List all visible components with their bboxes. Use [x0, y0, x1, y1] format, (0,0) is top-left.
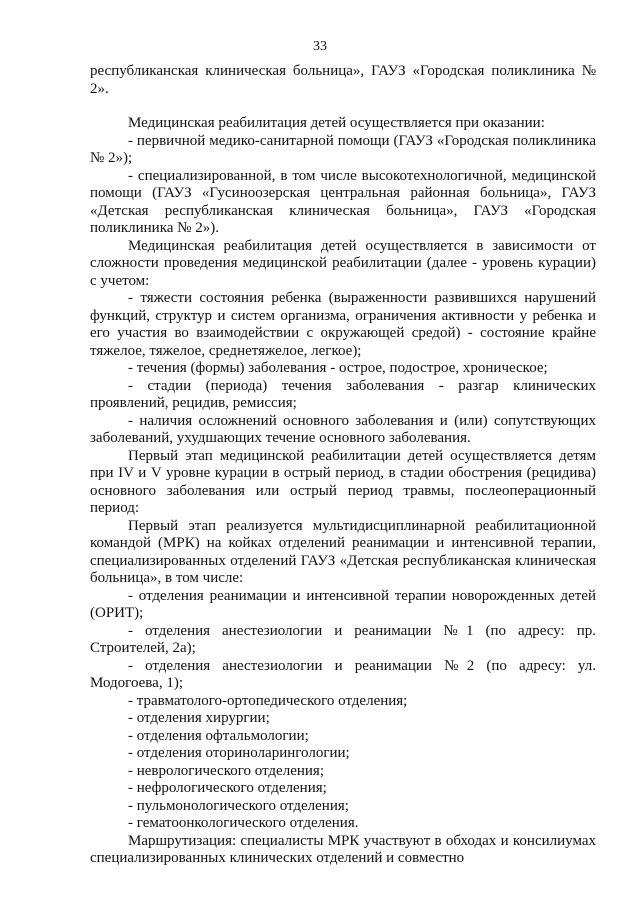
list-item: - отделения оториноларингологии; [128, 745, 350, 761]
paragraph: Маршрутизация: специалисты МРК участвуют в обходах и консилиумах специализированных клинических отделений и совместно [90, 832, 596, 866]
list-item: - нефрологического отделения; [128, 780, 327, 796]
list-item: - пульмонологического отделения; [128, 797, 349, 814]
paragraph: Медицинская реабилитация детей осуществляется в зависимости от сложности проведения медицинской реабилитации (далее - уровень курации) с учетом: [90, 237, 596, 289]
list-item: - тяжести состояния ребенка (выраженности развившихся нарушений функций, структур и систем организма, ограничения активности у ребенка и его участия во взаимодействии с окружающей средой) - состояние крайне тяжелое, тяжелое, среднетяжелое, легкое); [90, 290, 596, 359]
list-item: - наличия осложнений основного заболевания и (или) сопутствующих заболеваний, ухудшающих течение основного заболевания. [90, 412, 596, 446]
list-item: - отделения хирургии; [128, 710, 270, 726]
body-text [90, 63, 596, 868]
list-item: - неврологического отделения; [128, 762, 324, 779]
list-item: - гематоонкологического отделения. [128, 815, 359, 831]
list-item: - первичной медико-санитарной помощи (ГАУЗ «Городская поликлиника № 2»); [90, 132, 596, 166]
list-item: - течения (формы) заболевания - острое, подострое, хроническое; [128, 360, 548, 376]
paragraph: Первый этап медицинской реабилитации детей осуществляется детям при IV и V уровне курации в острый период, в стадии обострения (рецидива) основного заболевания или острый период травмы, послеоперационный период: [90, 447, 596, 516]
page-number: 33 [313, 39, 327, 54]
list-item: - отделения офтальмологии; [128, 727, 309, 744]
paragraph: республиканская клиническая больница», ГАУЗ «Городская поликлиника № 2». [90, 63, 596, 97]
list-item: - специализированной, в том числе высокотехнологичной, медицинской помощи (ГАУЗ «Гусиноозерская центральная районная больница», ГАУЗ «Детская республиканская клиническая больница», ГАУЗ «Городская поликлиника № 2»). [90, 167, 596, 236]
paragraph: Медицинская реабилитация детей осуществляется при оказании: [128, 115, 545, 131]
list-item: - травматолого-ортопедического отделения; [128, 692, 408, 709]
list-item: - отделения анестезиологии и реанимации №1 (по адресу: пр. Строителей, 2а); [90, 622, 596, 656]
paragraph: Первый этап реализуется мультидисциплинарной реабилитационной командой (МРК) на койках отделений реанимации и интенсивной терапии, специализированных отделений ГАУЗ «Детская республиканская клиническая больница», в том числе: [90, 517, 596, 586]
list-item: - отделения реанимации и интенсивной терапии новорожденных детей (ОРИТ); [90, 587, 596, 621]
list-item: - стадии (периода) течения заболевания - разгар клинических проявлений, рецидив, ремиссия; [90, 377, 596, 411]
list-item: - отделения анестезиологии и реанимации №2 (по адресу: ул. Модогоева, 1); [90, 657, 596, 691]
